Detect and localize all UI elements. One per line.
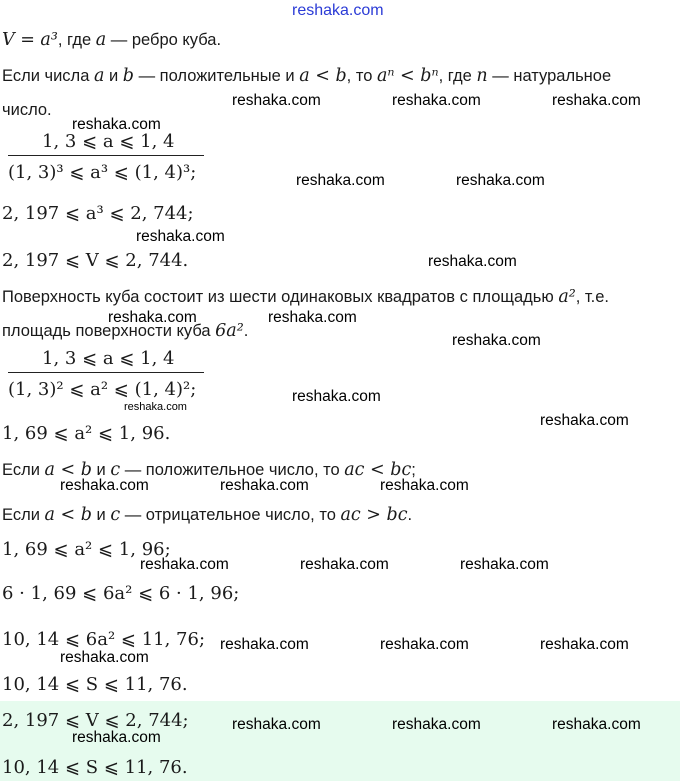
math-a-less-b: a < b xyxy=(299,66,347,86)
math-a: a xyxy=(95,30,107,50)
text-segment: . xyxy=(407,506,413,524)
equation-a-cubed: 2, 197 ⩽ a³ ⩽ 2, 744; xyxy=(2,203,194,224)
watermark: reshaka.com xyxy=(108,309,197,326)
text-segment: , где xyxy=(438,67,477,85)
fraction2-denominator: (1, 3)² ⩽ a² ⩽ (1, 4)²; xyxy=(8,379,197,400)
text-segment: и xyxy=(91,506,111,524)
watermark: reshaka.com xyxy=(552,92,641,109)
watermark: reshaka.com xyxy=(392,92,481,109)
math-n: n xyxy=(476,66,488,86)
text-line-surface xyxy=(2,287,609,307)
watermark: reshaka.com xyxy=(220,636,309,653)
math-ac-greater-bc: ac > bc xyxy=(340,505,408,525)
text-segment: — положительное число, то xyxy=(120,461,345,479)
math-a-squared: a² xyxy=(558,287,576,307)
equation-a-squared-restate: 1, 69 ⩽ a² ⩽ 1, 96; xyxy=(2,539,171,560)
math-a-less-b: a < b xyxy=(44,460,92,480)
equation-times-six: 6 · 1, 69 ⩽ 6a² ⩽ 6 · 1, 96; xyxy=(2,583,240,604)
text-line-rule-power xyxy=(2,66,611,86)
fraction2-numerator: 1, 3 ⩽ a ⩽ 1, 4 xyxy=(42,348,175,369)
watermark: reshaka.com xyxy=(456,172,545,189)
watermark: reshaka.com xyxy=(380,477,469,494)
equation-a-squared-range: 1, 69 ⩽ a² ⩽ 1, 96. xyxy=(2,423,171,444)
text-segment: Если числа xyxy=(2,67,94,85)
watermark: reshaka.com xyxy=(296,172,385,189)
watermark: reshaka.com xyxy=(72,729,161,746)
watermark: reshaka.com xyxy=(428,253,517,270)
watermark: reshaka.com xyxy=(220,477,309,494)
watermark: reshaka.com xyxy=(232,92,321,109)
watermark: reshaka.com xyxy=(392,716,481,733)
watermark: reshaka.com xyxy=(268,309,357,326)
text-line-rule-negative xyxy=(2,505,412,525)
fraction2-bar xyxy=(8,372,204,373)
text-segment: . xyxy=(243,322,249,340)
equation-6a-squared-range: 10, 14 ⩽ 6a² ⩽ 11, 76; xyxy=(2,629,206,650)
math-volume-formula: V = a³ xyxy=(2,30,58,50)
text-segment: , т.е. xyxy=(575,288,610,306)
text-segment: — ребро куба. xyxy=(106,31,222,49)
watermark: reshaka.com xyxy=(72,116,161,133)
math-a: a xyxy=(93,66,105,86)
text-segment: Если xyxy=(2,506,45,524)
answer-surface: 10, 14 ⩽ S ⩽ 11, 76. xyxy=(2,757,188,778)
text-segment: ; xyxy=(411,461,416,479)
text-line-volume xyxy=(2,30,221,50)
text-segment: и xyxy=(104,67,123,85)
watermark: reshaka.com xyxy=(300,556,389,573)
text-segment: Если xyxy=(2,461,45,479)
site-watermark-top: reshaka.com xyxy=(292,2,384,19)
text-segment: Поверхность куба состоит из шести одинаковых квадратов с площадью xyxy=(2,288,559,306)
equation-surface-range: 10, 14 ⩽ S ⩽ 11, 76. xyxy=(2,674,188,695)
math-c: c xyxy=(110,505,121,525)
watermark: reshaka.com xyxy=(140,556,229,573)
watermark: reshaka.com xyxy=(380,636,469,653)
equation-volume-range: 2, 197 ⩽ V ⩽ 2, 744. xyxy=(2,250,189,271)
answer-volume: 2, 197 ⩽ V ⩽ 2, 744; xyxy=(2,710,189,731)
text-segment: , то xyxy=(346,67,377,85)
watermark: reshaka.com xyxy=(124,401,187,413)
math-c: c xyxy=(110,460,121,480)
watermark: reshaka.com xyxy=(540,636,629,653)
fraction1-numerator: 1, 3 ⩽ a ⩽ 1, 4 xyxy=(42,131,175,152)
fraction1-bar xyxy=(8,155,204,156)
fraction1-denominator: (1, 3)³ ⩽ a³ ⩽ (1, 4)³; xyxy=(8,162,197,183)
text-segment: и xyxy=(91,461,111,479)
text-segment: , где xyxy=(57,31,96,49)
watermark: reshaka.com xyxy=(460,556,549,573)
text-segment: площадь поверхности куба xyxy=(2,322,216,340)
watermark: reshaka.com xyxy=(292,388,381,405)
math-ac-less-bc: ac < bc xyxy=(344,460,412,480)
watermark: reshaka.com xyxy=(60,649,149,666)
math-a-less-b: a < b xyxy=(44,505,92,525)
text-segment: — натуральное xyxy=(487,67,612,85)
watermark: reshaka.com xyxy=(232,716,321,733)
text-segment: — отрицательное число, то xyxy=(120,506,341,524)
text-line-chislo: число. xyxy=(2,101,52,119)
watermark: reshaka.com xyxy=(452,332,541,349)
text-segment: — положительные и xyxy=(133,67,300,85)
math-power-inequality: aⁿ < bⁿ xyxy=(376,66,439,86)
watermark: reshaka.com xyxy=(60,477,149,494)
math-b: b xyxy=(122,66,134,86)
math-6a-squared: 6a² xyxy=(215,321,244,341)
watermark: reshaka.com xyxy=(136,228,225,245)
watermark: reshaka.com xyxy=(552,716,641,733)
watermark: reshaka.com xyxy=(540,412,629,429)
